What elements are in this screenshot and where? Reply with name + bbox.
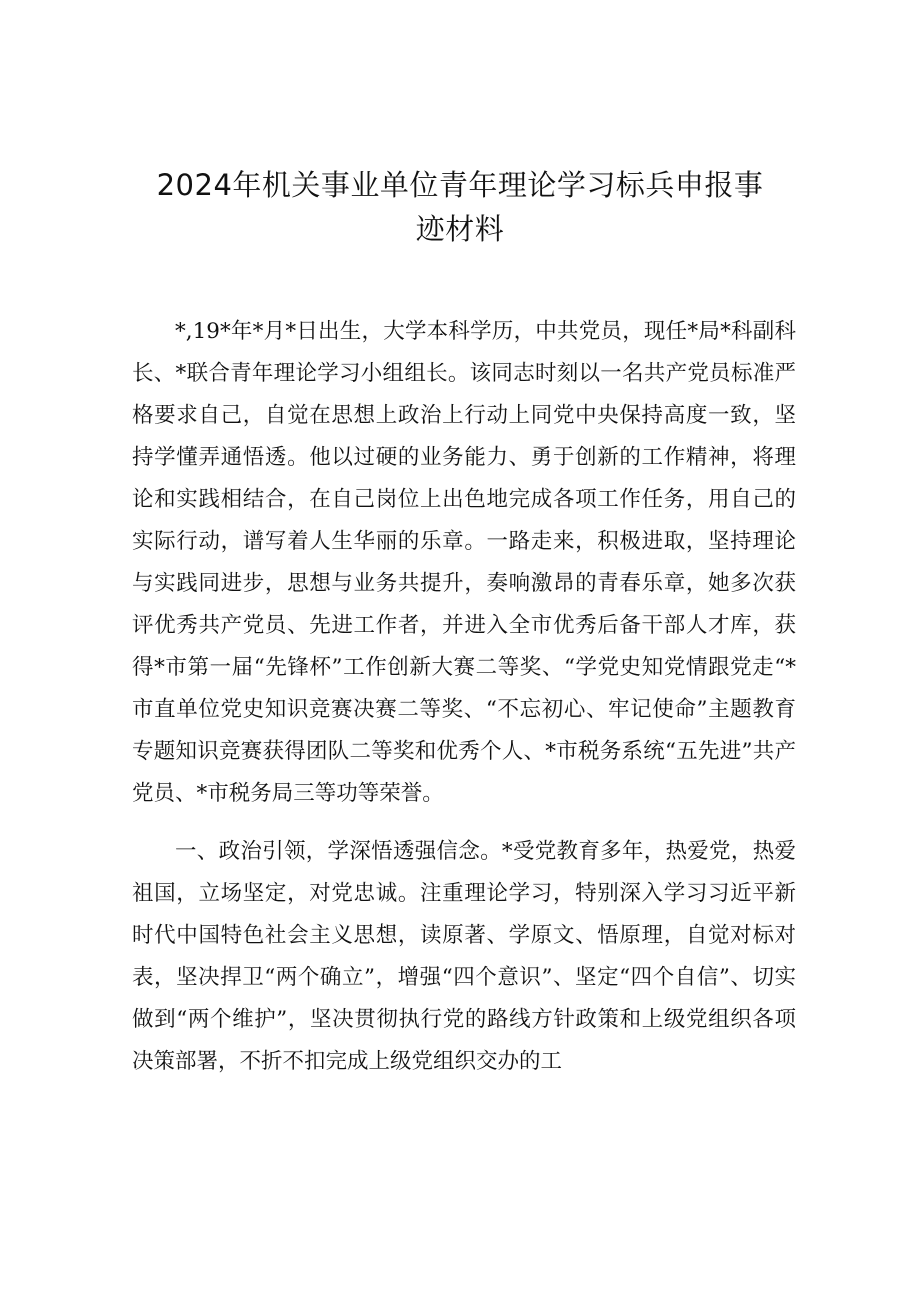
paragraph-section-1: 一、政治引领，学深悟透强信念。*受党教育多年，热爱党，热爱祖国，立场坚定，对党忠诚。注重理论学习，特别深入学习习近平新时代中国特色社会主义思想，读原著、学原文、悟原理，自觉对标对表，坚决捍卫“两个确立”，增强“四个意识”、坚定“四个自信”、切实做到“两个维护”，坚决贯彻执行党的路线方针政策和上级党组织各项决策部署，不折不扣完成上级党组织交办的工 xyxy=(132,839,796,1074)
title-line-1: 2024年机关事业单位青年理论学习标兵申报事 xyxy=(156,168,764,202)
paragraph-intro: *,19*年*月*日出生，大学本科学历，中共党员，现任*局*科副科长、*联合青年理论学习小组组长。该同志时刻以一名共产党员标准严格要求自己，自觉在思想上政治上行动上同党中央保持高度一致，坚持学懂弄通悟透。他以过硬的业务能力、勇于创新的工作精神，将理论和实践相结合，在自己岗位上出色地完成各项工作任务，用自己的实际行动，谱写着人生华丽的乐章。一路走来，积极进取，坚持理论与实践同进步，思想与业务共提升，奏响激昂的青春乐章，她多次获评优秀共产党员、先进工作者，并进入全市优秀后备干部人才库，获得*市第一届“先锋杯”工作创新大赛二等奖、“学党史知党情跟党走“*市直单位党史知识竞赛决赛二等奖、“不忘初心、牢记使命”主题教育专题知识竞赛获得团队二等奖和优秀个人、*市税务系统“五先进”共产党员、*市税务局三等功等荣誉。 xyxy=(132,319,796,806)
title-line-2: 迹材料 xyxy=(415,212,505,246)
document-title xyxy=(120,163,800,251)
document-body xyxy=(132,311,796,1083)
